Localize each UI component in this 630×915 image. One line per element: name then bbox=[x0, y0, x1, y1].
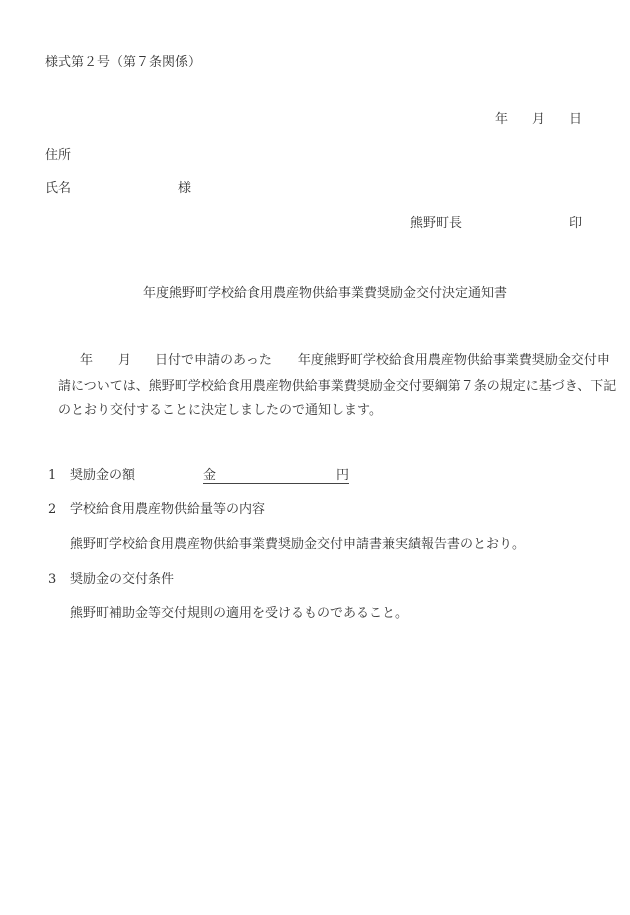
date-day-label: 日 bbox=[569, 112, 583, 127]
body-line-2: 請については、熊野町学校給食用農産物供給事業費奨励金交付要綱第７条の規定に基づき、下記 bbox=[58, 379, 617, 394]
item-label: 学校給食用農産物供給量等の内容 bbox=[70, 502, 266, 517]
document-title: 年度熊野町学校給食用農産物供給事業費奨励金交付決定通知書 bbox=[143, 286, 508, 301]
date-month-label: 月 bbox=[532, 112, 546, 127]
date-year-label: 年 bbox=[495, 112, 509, 127]
amount-suffix: 円 bbox=[335, 468, 349, 483]
item-number: 2 bbox=[48, 502, 57, 517]
item-content: 熊野町学校給食用農産物供給事業費奨励金交付申請書兼実績報告書のとおり。 bbox=[70, 537, 526, 552]
item-label: 奨励金の交付条件 bbox=[70, 572, 175, 587]
body-line-1 bbox=[80, 354, 610, 367]
body-year: 年 bbox=[80, 353, 94, 368]
item-content: 熊野町補助金等交付規則の適用を受けるものであること。 bbox=[70, 606, 409, 621]
body-month: 月 bbox=[118, 353, 132, 368]
name-honorific: 様 bbox=[178, 181, 192, 196]
address-label: 住所 bbox=[45, 148, 72, 163]
body-line-1-tail: 年度熊野町学校給食用農産物供給事業費奨励金交付申 bbox=[297, 353, 610, 368]
item-number: 1 bbox=[48, 468, 57, 483]
body-line-3: のとおり交付することに決定しましたので通知します。 bbox=[58, 403, 382, 418]
item-label: 奨励金の額 bbox=[70, 468, 136, 483]
seal-mark: 印 bbox=[569, 216, 583, 231]
name-label: 氏名 bbox=[45, 181, 72, 196]
issuer-title: 熊野町長 bbox=[410, 216, 463, 231]
item-number: 3 bbox=[48, 572, 57, 587]
form-number: 様式第２号（第７条関係） bbox=[45, 55, 202, 70]
body-date-rest: 日付で申請のあった bbox=[155, 353, 272, 368]
amount-field bbox=[203, 466, 349, 484]
amount-prefix: 金 bbox=[203, 468, 217, 483]
